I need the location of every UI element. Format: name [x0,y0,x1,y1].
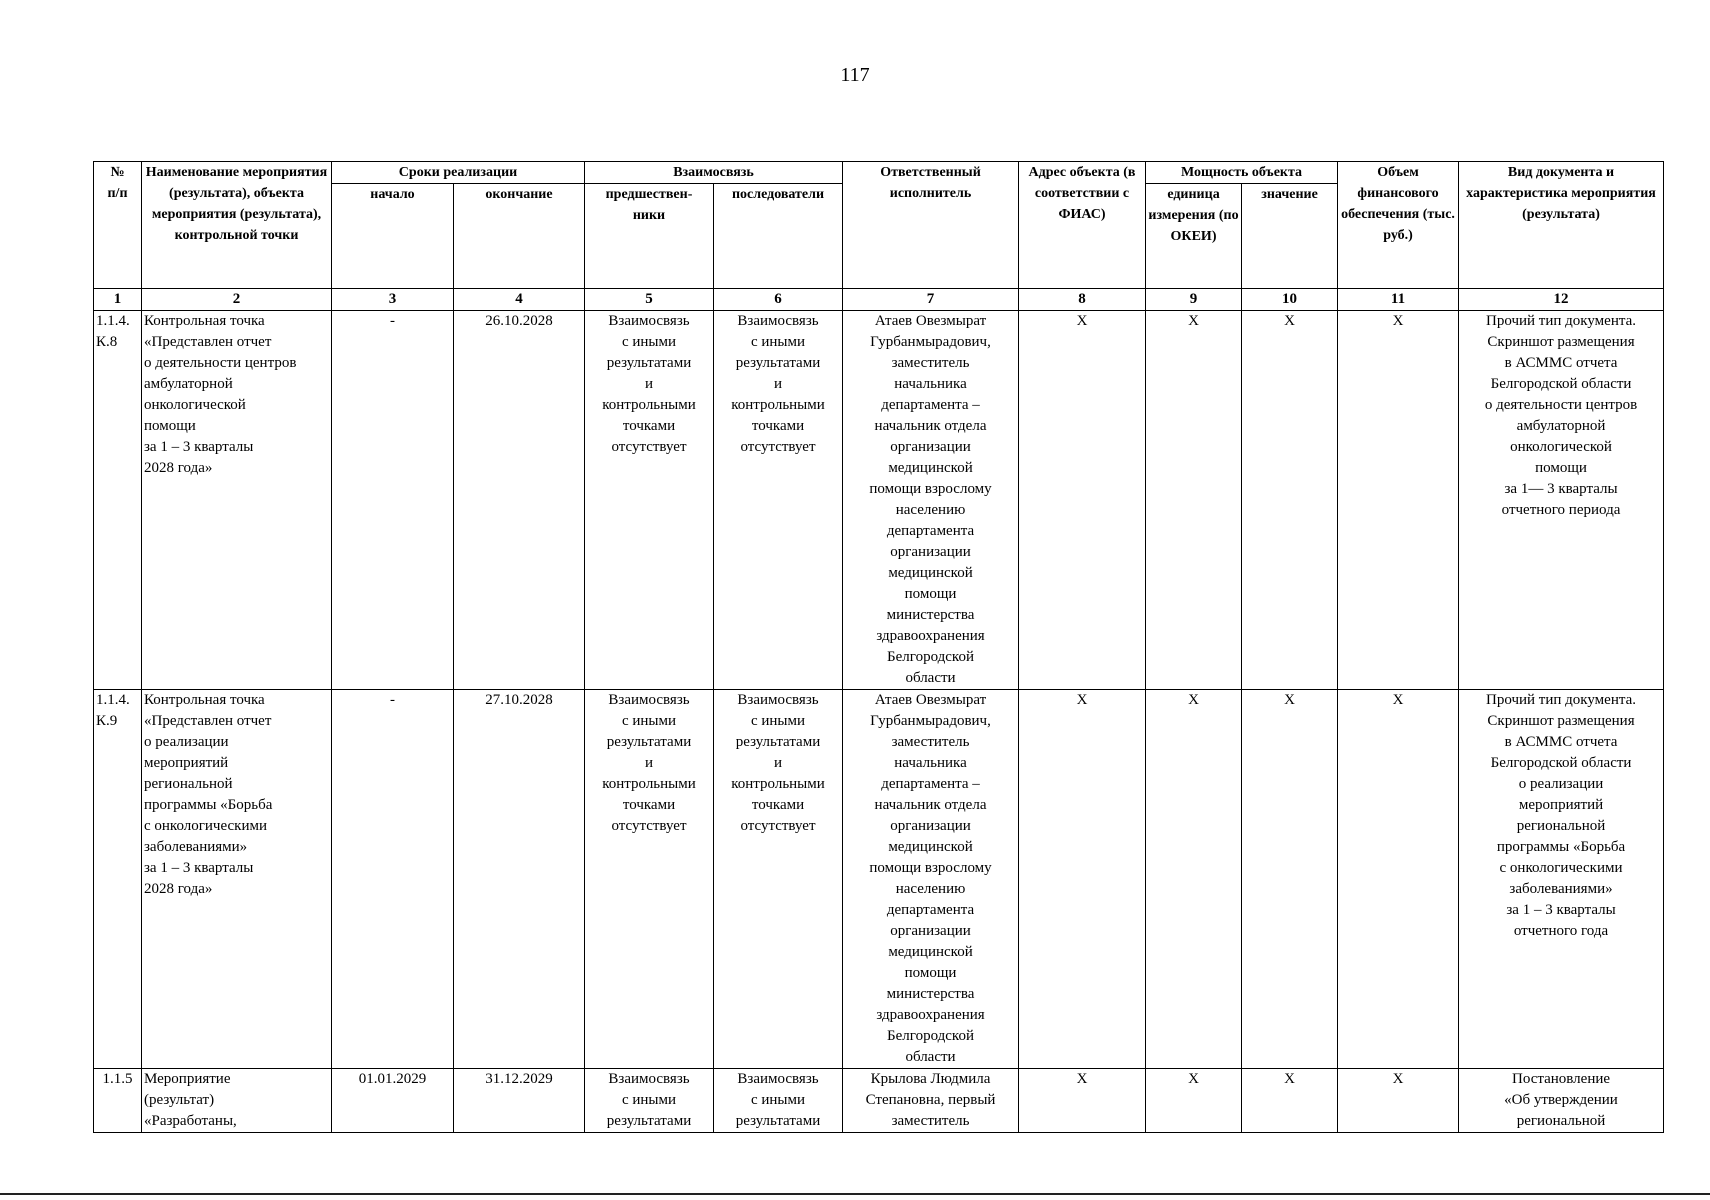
header-unit: единица измерения (по ОКЕИ) [1146,184,1242,289]
row-end: 27.10.2028 [454,690,585,1069]
row-unit: Х [1146,1069,1242,1133]
header-address: Адрес объекта (в соответствии с ФИАС) [1019,162,1146,289]
column-number: 10 [1242,289,1338,311]
row-end: 26.10.2028 [454,311,585,690]
column-number: 6 [714,289,843,311]
header-num: № п/п [94,162,142,289]
row-responsible: Крылова Людмила Степановна, первый заместитель [843,1069,1019,1133]
header-terms: Сроки реализации [332,162,585,184]
implementation-plan-table [93,161,1664,1133]
row-start: - [332,690,454,1069]
column-number: 7 [843,289,1019,311]
column-number: 4 [454,289,585,311]
header-responsible: Ответственный исполнитель [843,162,1019,289]
row-doc: Прочий тип документа. Скриншот размещения в АСММС отчета Белгородской области о реализации мероприятий региональной программы «Борьба с онкологическими заболеваниями» за 1 – 3 кварталы отчетного года [1459,690,1664,1069]
header-finance: Объем финансового обеспечения (тыс. руб.) [1338,162,1459,289]
row-start: 01.01.2029 [332,1069,454,1133]
row-unit: Х [1146,311,1242,690]
header-predecessors: предшествен- ники [585,184,714,289]
header-start: начало [332,184,454,289]
row-name: Контрольная точка «Представлен отчет о деятельности центров амбулаторной онкологической помощи за 1 – 3 кварталы 2028 года» [142,311,332,690]
row-predecessors: Взаимосвязь с иными результатами [585,1069,714,1133]
column-number: 8 [1019,289,1146,311]
header-value: значение [1242,184,1338,289]
row-responsible: Атаев Овезмырат Гурбанмырадович, заместитель начальника департамента – начальник отдела организации медицинской помощи взрослому населению департамента организации медицинской помощи министерства здравоохранения Белгородской области [843,311,1019,690]
row-predecessors: Взаимосвязь с иными результатами и контрольными точками отсутствует [585,311,714,690]
header-relation: Взаимосвязь [585,162,843,184]
column-number: 5 [585,289,714,311]
row-value: Х [1242,311,1338,690]
row-finance: Х [1338,311,1459,690]
page-bottom-divider [0,1193,1710,1195]
row-name: Контрольная точка «Представлен отчет о реализации мероприятий региональной программы «Борьба с онкологическими заболеваниями» за 1 – 3 кварталы 2028 года» [142,690,332,1069]
column-number: 1 [94,289,142,311]
row-address: Х [1019,690,1146,1069]
header-row-1 [94,162,1664,184]
row-value: Х [1242,1069,1338,1133]
row-num: 1.1.5 [94,1069,142,1133]
column-numbers-row [94,289,1664,311]
row-start: - [332,311,454,690]
row-name: Мероприятие (результат) «Разработаны, [142,1069,332,1133]
row-end: 31.12.2029 [454,1069,585,1133]
header-end: окончание [454,184,585,289]
row-doc: Прочий тип документа. Скриншот размещения в АСММС отчета Белгородской области о деятельности центров амбулаторной онкологической помощи за 1— 3 кварталы отчетного периода [1459,311,1664,690]
table-row [94,1069,1664,1133]
column-number: 12 [1459,289,1664,311]
table-row [94,690,1664,1069]
row-successors: Взаимосвязь с иными результатами и контрольными точками отсутствует [714,690,843,1069]
row-finance: Х [1338,1069,1459,1133]
row-successors: Взаимосвязь с иными результатами [714,1069,843,1133]
column-number: 2 [142,289,332,311]
row-finance: Х [1338,690,1459,1069]
page-number: 117 [840,64,870,86]
header-doc: Вид документа и характеристика мероприятия (результата) [1459,162,1664,289]
column-number: 9 [1146,289,1242,311]
row-responsible: Атаев Овезмырат Гурбанмырадович, заместитель начальника департамента – начальник отдела организации медицинской помощи взрослому населению департамента организации медицинской помощи министерства здравоохранения Белгородской области [843,690,1019,1069]
row-address: Х [1019,311,1146,690]
row-doc: Постановление «Об утверждении региональной [1459,1069,1664,1133]
row-unit: Х [1146,690,1242,1069]
row-value: Х [1242,690,1338,1069]
row-successors: Взаимосвязь с иными результатами и контрольными точками отсутствует [714,311,843,690]
row-predecessors: Взаимосвязь с иными результатами и контрольными точками отсутствует [585,690,714,1069]
table-row [94,311,1664,690]
header-capacity: Мощность объекта [1146,162,1338,184]
header-successors: последователи [714,184,843,289]
row-num: 1.1.4. К.8 [94,311,142,690]
column-number: 3 [332,289,454,311]
row-num: 1.1.4. К.9 [94,690,142,1069]
header-name: Наименование мероприятия (результата), объекта мероприятия (результата), контрольной точки [142,162,332,289]
column-number: 11 [1338,289,1459,311]
row-address: Х [1019,1069,1146,1133]
